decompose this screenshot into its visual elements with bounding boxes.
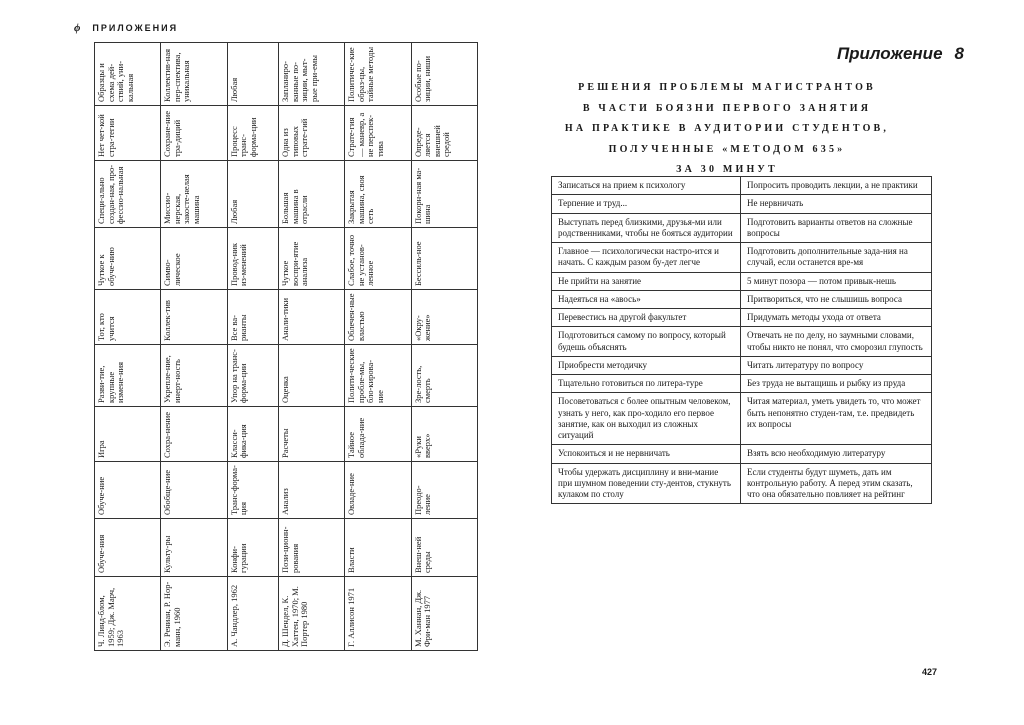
page-number: 427 bbox=[921, 667, 937, 677]
title-line: НА ПРАКТИКЕ В АУДИТОРИИ СТУДЕНТОВ, bbox=[564, 123, 890, 134]
table-cell: Большая машина в отрасли bbox=[279, 161, 345, 228]
problem-cell: Записаться на прием к психологу bbox=[552, 177, 741, 195]
table-cell: Анализ bbox=[279, 462, 345, 519]
problem-cell: Терпение и труд... bbox=[552, 195, 741, 213]
table-cell: Запланиро-ванные по-зиции, мыт-рые при-емы bbox=[279, 43, 345, 106]
table-cell: Образцы и схема дей-ствий, уни-кальная bbox=[95, 43, 161, 106]
solution-cell: Придумать методы ухода от ответа bbox=[741, 309, 932, 327]
table-cell: Симво-лическое bbox=[161, 228, 227, 290]
table-cell: А. Чандлер, 1962 bbox=[227, 577, 279, 651]
table-cell: Пози-ционн-рования bbox=[279, 519, 345, 577]
table-cell: Транс-форма-ция bbox=[227, 462, 279, 519]
table-cell: Разви-тие, крупные измене-ния bbox=[95, 345, 161, 407]
table-cell: «Руки вверх» bbox=[411, 407, 477, 462]
appendix-number: 8 bbox=[954, 44, 964, 63]
running-head-text: ПРИЛОЖЕНИЯ bbox=[92, 23, 179, 33]
solution-cell: Взять всю необходимую литературу bbox=[741, 445, 932, 463]
table-cell: Э. Рениан, Р. Нор-манн, 1960 bbox=[161, 577, 227, 651]
solution-cell: Если студенты будут шуметь, дать им контрольную работу. А перед этим сказать, что она обязательно повлияет на рейтинг bbox=[741, 463, 932, 504]
table-row bbox=[552, 393, 932, 445]
table-cell: Власти bbox=[345, 519, 411, 577]
solution-cell: Подготовить варианты ответов на сложные вопросы bbox=[741, 213, 932, 243]
table-row bbox=[227, 43, 279, 651]
table-cell: Политичес-кие образ-цы, тайные методы bbox=[345, 43, 411, 106]
table-row bbox=[552, 290, 932, 308]
table-cell: Сохра-нение bbox=[161, 407, 227, 462]
page-title bbox=[562, 78, 892, 181]
table-cell: Обуче-ния bbox=[95, 519, 161, 577]
table-cell: М. Ханнан, Дж. Фри-ман 1977 bbox=[411, 577, 477, 651]
table-cell: Особые по-зиции, ниши bbox=[411, 43, 477, 106]
table-row bbox=[95, 43, 161, 651]
right-page bbox=[512, 0, 1024, 725]
table-row bbox=[552, 195, 932, 213]
table-cell: Коллектив-ная пер-спектива, уникальная bbox=[161, 43, 227, 106]
table-cell: Сохране-ние тра-диций bbox=[161, 106, 227, 161]
problem-cell: Успокоиться и не нервничать bbox=[552, 445, 741, 463]
table-row bbox=[552, 272, 932, 290]
problem-cell: Главное — психологически настро-ится и начать. С каждым разом бу-дет легче bbox=[552, 243, 741, 273]
table-row bbox=[552, 327, 932, 357]
table-cell: Специ-ально создан-ная, про-фессио-нальная bbox=[95, 161, 161, 228]
solution-cell: Читая материал, уметь увидеть то, что может быть непонятно студен-там, т.е. предвидеть их вопросы bbox=[741, 393, 932, 445]
solution-cell: Отвечать не по делу, но заумными словами, чтобы никто не понял, что сморозил глупость bbox=[741, 327, 932, 357]
table-cell: Ч. Линд-блом, 1959; Дж. Марч, 1963 bbox=[95, 577, 161, 651]
problem-cell: Выступать перед близкими, друзья-ми или родственниками, чтобы не бояться аудитории bbox=[552, 213, 741, 243]
table-cell: Облечен-ные властью bbox=[345, 290, 411, 345]
table-cell: Преодо-ление bbox=[411, 462, 477, 519]
table-row bbox=[411, 43, 477, 651]
table-row bbox=[345, 43, 411, 651]
problem-cell: Приобрести методичку bbox=[552, 356, 741, 374]
problem-cell: Чтобы удержать дисциплину и вни-мание при шумном поведении сту-дентов, стукнуть кулаком по столу bbox=[552, 463, 741, 504]
table-cell: Укрепле-ние, инерт-ность bbox=[161, 345, 227, 407]
table-row bbox=[552, 243, 932, 273]
table-cell: Все ва-рианты bbox=[227, 290, 279, 345]
table-cell: Культу-ры bbox=[161, 519, 227, 577]
table-row bbox=[279, 43, 345, 651]
appendix-label: Приложение bbox=[836, 44, 943, 63]
table-cell: Страте-гия — маневр, а не перспек-тива bbox=[345, 106, 411, 161]
table-cell: Любая bbox=[227, 43, 279, 106]
solution-cell: Притвориться, что не слышишь вопроса bbox=[741, 290, 932, 308]
solution-cell: Читать литературу по вопросу bbox=[741, 356, 932, 374]
table-row bbox=[552, 375, 932, 393]
table-row bbox=[552, 309, 932, 327]
table-cell: Провод-ник из-менений bbox=[227, 228, 279, 290]
table-cell: Миссио-нерская, закосте-нелая машина bbox=[161, 161, 227, 228]
table-cell: Обуче-ние bbox=[95, 462, 161, 519]
appendix-heading bbox=[837, 44, 964, 64]
table-cell: Тот, кто учится bbox=[95, 290, 161, 345]
table-cell: Расчеты bbox=[279, 407, 345, 462]
table-cell: Опреде-ляется внешней средой bbox=[411, 106, 477, 161]
table-cell: Обобще-ние bbox=[161, 462, 227, 519]
table-cell: Одна из типовых страте-гий bbox=[279, 106, 345, 161]
solution-cell: 5 минут позора — потом привык-нешь bbox=[741, 272, 932, 290]
table-cell: Упор на транс-форма-ции bbox=[227, 345, 279, 407]
rotated-table-wrapper bbox=[94, 43, 478, 651]
table-cell: Класси-фика-ция bbox=[227, 407, 279, 462]
table-row bbox=[552, 213, 932, 243]
table-cell: Коллек-тив bbox=[161, 290, 227, 345]
table-cell: Закрытая машина, своя сеть bbox=[345, 161, 411, 228]
solution-cell: Без труда не вытащишь и рыбку из пруда bbox=[741, 375, 932, 393]
table-cell: Д. Шендел, К. Хаттен, 1970; М. Портер 1980 bbox=[279, 577, 345, 651]
table-cell: Г. Аллисон 1971 bbox=[345, 577, 411, 651]
title-line: ЗА 30 МИНУТ bbox=[676, 164, 778, 175]
comparison-table bbox=[94, 42, 478, 651]
title-line: РЕШЕНИЯ ПРОБЛЕМЫ МАГИСТРАНТОВ bbox=[578, 82, 876, 93]
table-cell: Процесс транс-форма-ции bbox=[227, 106, 279, 161]
table-row bbox=[552, 177, 932, 195]
table-cell: Анали-тики bbox=[279, 290, 345, 345]
table-cell: Внеш-ней среды bbox=[411, 519, 477, 577]
table-cell: Конфи-гурации bbox=[227, 519, 279, 577]
table-row bbox=[161, 43, 227, 651]
table-cell: Оценка bbox=[279, 345, 345, 407]
table-cell: Полити-ческие пробле-мы, бло-кирова-ние bbox=[345, 345, 411, 407]
table-row bbox=[552, 356, 932, 374]
problem-cell: Не прийти на занятие bbox=[552, 272, 741, 290]
table-row bbox=[552, 463, 932, 504]
table-cell: Бессиль-ное bbox=[411, 228, 477, 290]
problem-cell: Тщательно готовиться по литера-туре bbox=[552, 375, 741, 393]
table-cell: «Окру-жение» bbox=[411, 290, 477, 345]
running-head-mark: ϕ bbox=[74, 22, 83, 34]
title-line: В ЧАСТИ БОЯЗНИ ПЕРВОГО ЗАНЯТИЯ bbox=[582, 102, 872, 114]
title-line: ПОЛУЧЕННЫЕ «МЕТОДОМ 635» bbox=[608, 143, 846, 155]
solutions-table bbox=[551, 176, 932, 504]
table-cell: Игра bbox=[95, 407, 161, 462]
solution-cell: Не нервничать bbox=[741, 195, 932, 213]
table-cell: Овладе-ние bbox=[345, 462, 411, 519]
table-cell: Любая bbox=[227, 161, 279, 228]
table-cell: Тайное облада-ние bbox=[345, 407, 411, 462]
problem-cell: Подготовиться самому по вопросу, который будешь объяснять bbox=[552, 327, 741, 357]
table-cell: Чуткое к обуче-нию bbox=[95, 228, 161, 290]
running-head bbox=[74, 22, 178, 34]
solution-cell: Попросить проводить лекции, а не практики bbox=[741, 177, 932, 195]
table-cell: Покорн-ная ма-шина bbox=[411, 161, 477, 228]
solution-cell: Подготовить дополнительные зада-ния на случай, если останется вре-мя bbox=[741, 243, 932, 273]
problem-cell: Перевестись на другой факультет bbox=[552, 309, 741, 327]
table-cell: Зре-лость, смерть bbox=[411, 345, 477, 407]
problem-cell: Посоветоваться с более опытным человеком, узнать у него, как про-ходило его первое занятие, как он выходил из сложных ситуаций bbox=[552, 393, 741, 445]
table-cell: Нет чет-кой стра-тегии bbox=[95, 106, 161, 161]
problem-cell: Надеяться на «авось» bbox=[552, 290, 741, 308]
table-cell: Слабое, точно не установ-ленное bbox=[345, 228, 411, 290]
table-row bbox=[552, 445, 932, 463]
table-cell: Чуткое воспри-ятие анализа bbox=[279, 228, 345, 290]
